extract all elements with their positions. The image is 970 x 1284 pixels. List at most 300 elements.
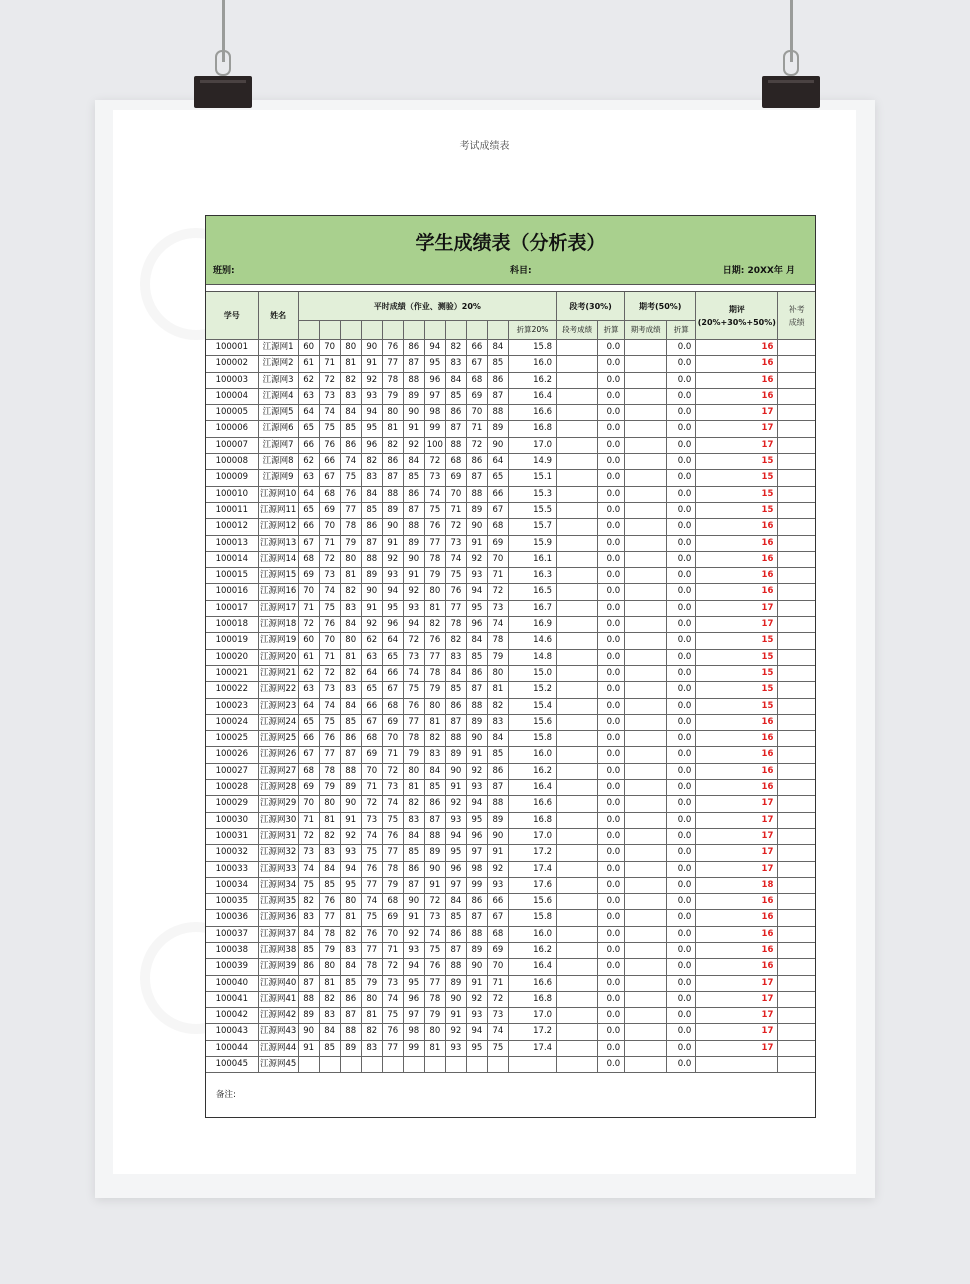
stage-score-cell <box>557 1040 598 1056</box>
eval-score-cell: 17 <box>696 1024 778 1040</box>
quiz-score-cell: 86 <box>487 372 508 388</box>
final-score-cell <box>625 942 667 958</box>
eval-score-cell: 17 <box>696 845 778 861</box>
quiz-score-cell: 89 <box>403 388 424 404</box>
quiz-score-cell: 84 <box>361 486 382 502</box>
final-score-cell <box>625 1040 667 1056</box>
eval-score-cell <box>696 1057 778 1073</box>
quiz-score-cell: 68 <box>382 698 403 714</box>
final-converted-cell: 0.0 <box>667 812 696 828</box>
quiz-score-cell: 80 <box>340 633 361 649</box>
quiz-score-cell: 77 <box>424 649 445 665</box>
quiz-score-cell: 85 <box>487 356 508 372</box>
quiz-score-cell: 90 <box>403 405 424 421</box>
col-header-makeup <box>778 292 815 340</box>
quiz-score-cell: 86 <box>403 340 424 356</box>
quiz-score-cell: 93 <box>466 1008 487 1024</box>
quiz-score-cell: 70 <box>466 405 487 421</box>
quiz-score-cell: 77 <box>319 910 340 926</box>
regular-converted-cell: 16.8 <box>508 421 556 437</box>
eval-score-cell: 15 <box>696 698 778 714</box>
makeup-score-cell <box>778 763 815 779</box>
quiz-score-cell: 82 <box>319 991 340 1007</box>
quiz-score-cell: 86 <box>466 894 487 910</box>
eval-score-cell: 16 <box>696 731 778 747</box>
quiz-score-cell: 64 <box>298 486 319 502</box>
quiz-score-cell: 92 <box>445 796 466 812</box>
stage-score-cell <box>557 535 598 551</box>
quiz-score-cell: 86 <box>466 454 487 470</box>
table-row <box>206 649 815 665</box>
table-row <box>206 1024 815 1040</box>
quiz-score-cell: 94 <box>466 584 487 600</box>
quiz-score-cell: 89 <box>403 535 424 551</box>
eval-score-cell: 16 <box>696 356 778 372</box>
stage-score-cell <box>557 1008 598 1024</box>
makeup-score-cell <box>778 388 815 404</box>
quiz-score-cell: 70 <box>382 926 403 942</box>
quiz-score-cell: 75 <box>298 877 319 893</box>
student-id-cell: 100035 <box>206 894 258 910</box>
stage-score-cell <box>557 568 598 584</box>
col-header-quiz <box>466 321 487 340</box>
final-score-cell <box>625 372 667 388</box>
quiz-score-cell: 73 <box>319 682 340 698</box>
quiz-score-cell: 83 <box>319 1008 340 1024</box>
regular-converted-cell: 16.2 <box>508 942 556 958</box>
quiz-score-cell: 98 <box>424 405 445 421</box>
makeup-score-cell <box>778 470 815 486</box>
quiz-score-cell: 68 <box>487 926 508 942</box>
makeup-score-cell <box>778 812 815 828</box>
final-converted-cell: 0.0 <box>667 502 696 518</box>
table-row <box>206 845 815 861</box>
quiz-score-cell: 77 <box>424 975 445 991</box>
quiz-score-cell <box>361 1057 382 1073</box>
stage-score-cell <box>557 991 598 1007</box>
eval-formula: (20%+30%+50%) <box>697 317 776 327</box>
quiz-score-cell: 72 <box>466 437 487 453</box>
quiz-score-cell: 78 <box>424 991 445 1007</box>
student-name-cell: 江源网35 <box>258 894 298 910</box>
regular-converted-cell: 16.4 <box>508 959 556 975</box>
quiz-score-cell: 95 <box>466 812 487 828</box>
quiz-score-cell: 93 <box>361 388 382 404</box>
quiz-score-cell: 79 <box>487 649 508 665</box>
quiz-score-cell: 81 <box>424 1040 445 1056</box>
student-name-cell: 江源网26 <box>258 747 298 763</box>
col-header-quiz <box>424 321 445 340</box>
stage-converted-cell: 0.0 <box>598 437 625 453</box>
stage-converted-cell: 0.0 <box>598 633 625 649</box>
binder-clip-right <box>762 76 820 108</box>
makeup-score-cell <box>778 959 815 975</box>
quiz-score-cell: 71 <box>298 600 319 616</box>
stage-score-cell <box>557 470 598 486</box>
quiz-score-cell: 64 <box>298 405 319 421</box>
table-row <box>206 356 815 372</box>
quiz-score-cell: 85 <box>403 845 424 861</box>
quiz-score-cell: 87 <box>487 780 508 796</box>
header-spacer <box>206 285 815 292</box>
quiz-score-cell: 70 <box>298 796 319 812</box>
final-score-cell <box>625 926 667 942</box>
quiz-score-cell: 82 <box>382 437 403 453</box>
stage-score-cell <box>557 926 598 942</box>
quiz-score-cell: 88 <box>382 486 403 502</box>
quiz-score-cell: 89 <box>298 1008 319 1024</box>
final-score-cell <box>625 682 667 698</box>
stage-score-cell <box>557 812 598 828</box>
quiz-score-cell: 68 <box>382 894 403 910</box>
table-row <box>206 1057 815 1073</box>
quiz-score-cell: 86 <box>340 991 361 1007</box>
final-converted-cell: 0.0 <box>667 780 696 796</box>
makeup-score-cell <box>778 551 815 567</box>
quiz-score-cell: 72 <box>445 519 466 535</box>
table-row <box>206 1008 815 1024</box>
quiz-score-cell: 69 <box>298 780 319 796</box>
quiz-score-cell: 80 <box>403 763 424 779</box>
makeup-score-cell <box>778 372 815 388</box>
quiz-score-cell <box>487 1057 508 1073</box>
quiz-score-cell: 84 <box>445 372 466 388</box>
quiz-score-cell: 94 <box>424 340 445 356</box>
student-name-cell: 江源网25 <box>258 731 298 747</box>
quiz-score-cell: 87 <box>340 1008 361 1024</box>
quiz-score-cell: 91 <box>403 421 424 437</box>
quiz-score-cell: 86 <box>403 861 424 877</box>
regular-converted-cell: 15.5 <box>508 502 556 518</box>
quiz-score-cell: 73 <box>319 568 340 584</box>
eval-score-cell: 15 <box>696 665 778 681</box>
quiz-score-cell: 67 <box>298 535 319 551</box>
col-header-quiz <box>361 321 382 340</box>
quiz-score-cell: 84 <box>403 828 424 844</box>
stage-score-cell <box>557 877 598 893</box>
final-converted-cell: 0.0 <box>667 698 696 714</box>
quiz-score-cell: 84 <box>319 861 340 877</box>
stage-converted-cell: 0.0 <box>598 584 625 600</box>
regular-converted-cell: 17.2 <box>508 845 556 861</box>
quiz-score-cell <box>382 1057 403 1073</box>
quiz-score-cell: 69 <box>361 747 382 763</box>
quiz-score-cell: 75 <box>340 470 361 486</box>
quiz-score-cell: 85 <box>445 682 466 698</box>
quiz-score-cell: 87 <box>445 942 466 958</box>
makeup-score-cell <box>778 535 815 551</box>
student-id-cell: 100038 <box>206 942 258 958</box>
makeup-score-cell <box>778 1057 815 1073</box>
quiz-score-cell: 73 <box>382 975 403 991</box>
eval-score-cell: 16 <box>696 926 778 942</box>
stage-converted-cell: 0.0 <box>598 698 625 714</box>
quiz-score-cell: 83 <box>424 747 445 763</box>
quiz-score-cell: 95 <box>466 600 487 616</box>
quiz-score-cell: 75 <box>403 682 424 698</box>
final-score-cell <box>625 812 667 828</box>
quiz-score-cell: 93 <box>382 568 403 584</box>
quiz-score-cell: 93 <box>403 942 424 958</box>
table-row <box>206 535 815 551</box>
quiz-score-cell: 80 <box>487 665 508 681</box>
student-name-cell: 江源网28 <box>258 780 298 796</box>
table-row <box>206 454 815 470</box>
regular-converted-cell: 16.0 <box>508 747 556 763</box>
eval-score-cell: 17 <box>696 437 778 453</box>
quiz-score-cell: 77 <box>424 535 445 551</box>
regular-converted-cell: 16.7 <box>508 600 556 616</box>
quiz-score-cell: 82 <box>298 894 319 910</box>
quiz-score-cell: 81 <box>424 714 445 730</box>
quiz-score-cell: 93 <box>445 1040 466 1056</box>
regular-converted-cell: 16.2 <box>508 372 556 388</box>
regular-converted-cell: 17.0 <box>508 437 556 453</box>
quiz-score-cell: 82 <box>487 698 508 714</box>
student-id-cell: 100031 <box>206 828 258 844</box>
regular-converted-cell: 16.3 <box>508 568 556 584</box>
quiz-score-cell: 65 <box>361 682 382 698</box>
quiz-score-cell: 74 <box>361 894 382 910</box>
quiz-score-cell: 68 <box>361 731 382 747</box>
grade-sheet <box>205 215 816 1118</box>
quiz-score-cell: 89 <box>361 568 382 584</box>
quiz-score-cell: 87 <box>403 877 424 893</box>
quiz-score-cell: 80 <box>340 551 361 567</box>
final-score-cell <box>625 551 667 567</box>
regular-converted-cell: 16.6 <box>508 796 556 812</box>
eval-score-cell: 15 <box>696 486 778 502</box>
eval-score-cell: 16 <box>696 372 778 388</box>
quiz-score-cell: 91 <box>445 780 466 796</box>
quiz-score-cell: 92 <box>403 926 424 942</box>
quiz-score-cell: 68 <box>298 551 319 567</box>
quiz-score-cell: 84 <box>466 633 487 649</box>
stage-converted-cell: 0.0 <box>598 1040 625 1056</box>
quiz-score-cell: 90 <box>487 437 508 453</box>
student-id-cell: 100025 <box>206 731 258 747</box>
quiz-score-cell: 94 <box>445 828 466 844</box>
quiz-score-cell: 95 <box>361 421 382 437</box>
eval-score-cell: 16 <box>696 910 778 926</box>
stage-score-cell <box>557 454 598 470</box>
col-header-quiz <box>319 321 340 340</box>
stage-score-cell <box>557 682 598 698</box>
student-id-cell: 100012 <box>206 519 258 535</box>
quiz-score-cell: 72 <box>319 372 340 388</box>
student-name-cell: 江源网41 <box>258 991 298 1007</box>
student-id-cell: 100010 <box>206 486 258 502</box>
table-row <box>206 519 815 535</box>
student-id-cell: 100011 <box>206 502 258 518</box>
quiz-score-cell: 67 <box>319 470 340 486</box>
regular-converted-cell: 15.4 <box>508 698 556 714</box>
makeup-score-cell <box>778 486 815 502</box>
stage-converted-cell: 0.0 <box>598 812 625 828</box>
quiz-score-cell: 86 <box>445 405 466 421</box>
quiz-score-cell: 80 <box>361 991 382 1007</box>
quiz-score-cell: 81 <box>382 421 403 437</box>
table-row <box>206 600 815 616</box>
quiz-score-cell: 69 <box>319 502 340 518</box>
quiz-score-cell: 81 <box>361 1008 382 1024</box>
quiz-score-cell: 84 <box>340 959 361 975</box>
table-row <box>206 763 815 779</box>
table-row <box>206 502 815 518</box>
stage-converted-cell: 0.0 <box>598 535 625 551</box>
quiz-score-cell: 90 <box>361 584 382 600</box>
quiz-score-cell: 73 <box>403 649 424 665</box>
student-id-cell: 100005 <box>206 405 258 421</box>
quiz-score-cell: 93 <box>445 812 466 828</box>
quiz-score-cell: 85 <box>319 877 340 893</box>
quiz-score-cell: 76 <box>445 584 466 600</box>
makeup-score-cell <box>778 698 815 714</box>
quiz-score-cell: 70 <box>382 731 403 747</box>
quiz-score-cell: 64 <box>487 454 508 470</box>
quiz-score-cell: 83 <box>340 600 361 616</box>
col-header-quiz <box>298 321 319 340</box>
quiz-score-cell: 94 <box>466 1024 487 1040</box>
quiz-score-cell: 65 <box>382 649 403 665</box>
makeup-score-cell <box>778 356 815 372</box>
quiz-score-cell: 71 <box>382 942 403 958</box>
student-name-cell: 江源网3 <box>258 372 298 388</box>
quiz-score-cell: 74 <box>319 405 340 421</box>
quiz-score-cell: 63 <box>298 388 319 404</box>
student-name-cell: 江源网42 <box>258 1008 298 1024</box>
stage-converted-cell: 0.0 <box>598 894 625 910</box>
table-row <box>206 470 815 486</box>
final-converted-cell: 0.0 <box>667 535 696 551</box>
quiz-score-cell: 70 <box>487 959 508 975</box>
quiz-score-cell: 67 <box>382 682 403 698</box>
col-header-final-score: 期考成绩 <box>625 321 667 340</box>
quiz-score-cell: 89 <box>466 502 487 518</box>
student-name-cell: 江源网13 <box>258 535 298 551</box>
quiz-score-cell: 98 <box>466 861 487 877</box>
quiz-score-cell: 88 <box>424 828 445 844</box>
quiz-score-cell: 90 <box>424 861 445 877</box>
quiz-score-cell: 95 <box>382 600 403 616</box>
quiz-score-cell: 94 <box>340 861 361 877</box>
sheet-title: 学生成绩表（分析表） <box>415 232 606 254</box>
quiz-score-cell: 88 <box>445 437 466 453</box>
quiz-score-cell: 92 <box>403 584 424 600</box>
quiz-score-cell: 68 <box>298 763 319 779</box>
student-id-cell: 100043 <box>206 1024 258 1040</box>
quiz-score-cell: 74 <box>424 926 445 942</box>
makeup-score-cell <box>778 780 815 796</box>
stage-converted-cell: 0.0 <box>598 568 625 584</box>
quiz-score-cell: 74 <box>298 861 319 877</box>
quiz-score-cell: 71 <box>382 747 403 763</box>
quiz-score-cell: 87 <box>487 388 508 404</box>
regular-converted-cell: 16.6 <box>508 975 556 991</box>
stage-score-cell <box>557 340 598 356</box>
eval-score-cell: 16 <box>696 340 778 356</box>
final-score-cell <box>625 714 667 730</box>
quiz-score-cell: 74 <box>445 551 466 567</box>
final-converted-cell: 0.0 <box>667 340 696 356</box>
quiz-score-cell: 85 <box>403 470 424 486</box>
eval-label: 期评 <box>728 304 745 314</box>
eval-score-cell: 16 <box>696 747 778 763</box>
quiz-score-cell: 70 <box>361 763 382 779</box>
stage-score-cell <box>557 519 598 535</box>
quiz-score-cell: 91 <box>403 568 424 584</box>
quiz-score-cell: 88 <box>361 551 382 567</box>
quiz-score-cell: 94 <box>382 584 403 600</box>
table-row <box>206 991 815 1007</box>
regular-converted-cell: 16.8 <box>508 812 556 828</box>
final-score-cell <box>625 975 667 991</box>
eval-score-cell: 17 <box>696 796 778 812</box>
student-id-cell: 100026 <box>206 747 258 763</box>
quiz-score-cell: 78 <box>403 731 424 747</box>
student-id-cell: 100032 <box>206 845 258 861</box>
quiz-score-cell: 90 <box>487 828 508 844</box>
quiz-score-cell: 94 <box>466 796 487 812</box>
student-name-cell: 江源网30 <box>258 812 298 828</box>
final-converted-cell: 0.0 <box>667 845 696 861</box>
quiz-score-cell: 83 <box>361 1040 382 1056</box>
quiz-score-cell: 81 <box>403 780 424 796</box>
student-id-cell: 100001 <box>206 340 258 356</box>
final-score-cell <box>625 356 667 372</box>
quiz-score-cell: 76 <box>361 926 382 942</box>
student-name-cell: 江源网2 <box>258 356 298 372</box>
quiz-score-cell: 88 <box>487 796 508 812</box>
quiz-score-cell: 85 <box>487 747 508 763</box>
stage-score-cell <box>557 698 598 714</box>
quiz-score-cell: 87 <box>340 747 361 763</box>
quiz-score-cell: 97 <box>445 877 466 893</box>
student-id-cell: 100028 <box>206 780 258 796</box>
quiz-score-cell: 76 <box>319 731 340 747</box>
stage-score-cell <box>557 437 598 453</box>
final-score-cell <box>625 617 667 633</box>
quiz-score-cell: 72 <box>298 828 319 844</box>
makeup-score-cell <box>778 926 815 942</box>
student-name-cell: 江源网38 <box>258 942 298 958</box>
quiz-score-cell: 73 <box>319 388 340 404</box>
quiz-score-cell: 71 <box>361 780 382 796</box>
col-header-stage-converted: 折算 <box>598 321 625 340</box>
final-score-cell <box>625 991 667 1007</box>
quiz-score-cell: 87 <box>361 535 382 551</box>
eval-score-cell: 16 <box>696 780 778 796</box>
table-row <box>206 405 815 421</box>
final-score-cell <box>625 731 667 747</box>
stage-converted-cell: 0.0 <box>598 780 625 796</box>
student-name-cell: 江源网27 <box>258 763 298 779</box>
eval-score-cell: 15 <box>696 470 778 486</box>
stage-converted-cell: 0.0 <box>598 1057 625 1073</box>
student-name-cell: 江源网43 <box>258 1024 298 1040</box>
student-name-cell: 江源网29 <box>258 796 298 812</box>
stage-converted-cell: 0.0 <box>598 1024 625 1040</box>
stage-converted-cell: 0.0 <box>598 975 625 991</box>
quiz-score-cell: 69 <box>487 535 508 551</box>
makeup-score-cell <box>778 437 815 453</box>
quiz-score-cell: 67 <box>487 502 508 518</box>
quiz-score-cell: 72 <box>382 763 403 779</box>
quiz-score-cell: 70 <box>319 340 340 356</box>
quiz-score-cell: 96 <box>361 437 382 453</box>
quiz-score-cell: 71 <box>319 535 340 551</box>
quiz-score-cell <box>445 1057 466 1073</box>
